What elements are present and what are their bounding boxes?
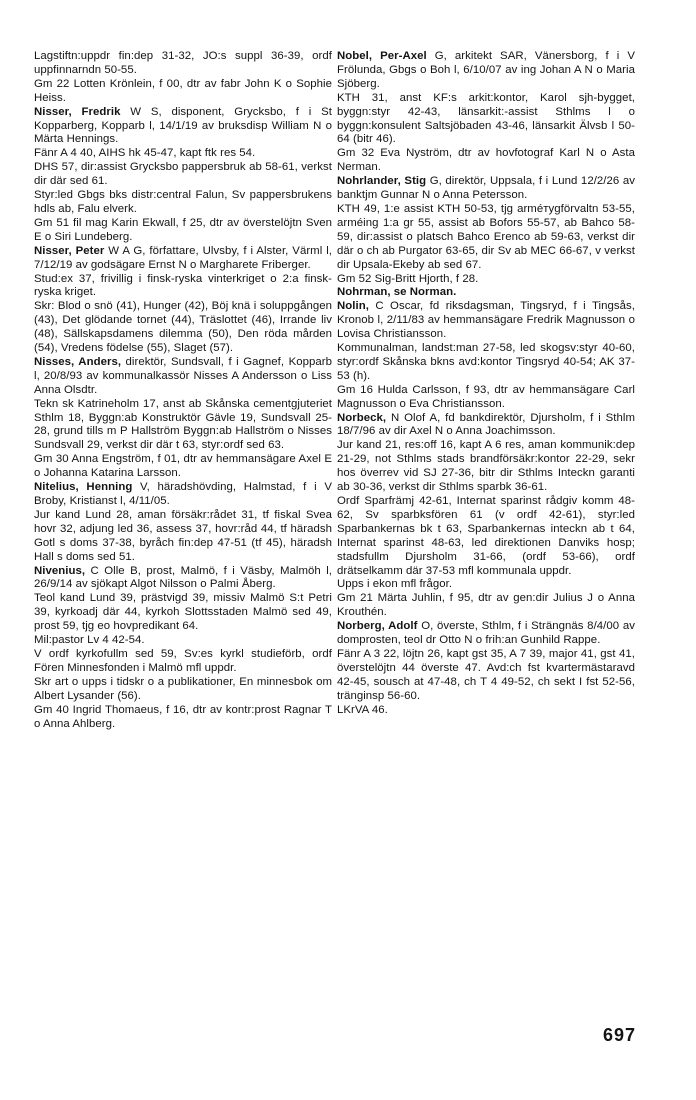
entry-continuation [34, 78, 332, 106]
entry-text: Jur kand Lund 28, aman försäkr:rådet 31, tf fiskal Svea hovr 32, adjung led 36, assess 37, hovr:råd 44, tf häradsh Gotl s doms 37-38, byråch fin:dep 47-51 (tf 45), häradsh Hall s doms sed 51. [34, 508, 332, 563]
entry-paragraph [34, 245, 332, 273]
entry-continuation [34, 592, 332, 634]
entry-continuation [337, 92, 635, 148]
entry-continuation [34, 704, 332, 732]
entry-name: Nobel, Per-Axel [337, 50, 427, 62]
entry-continuation [337, 147, 635, 175]
entry-continuation [337, 203, 635, 273]
entry-continuation [34, 189, 332, 217]
entry-text: W A G, författare, Ulvsby, f i Alster, Värml l, 7/12/19 av godsägare Ernst N o Margharete Friberger. [34, 244, 333, 271]
entry-text: V, häradshövding, Halmstad, f i V Broby, Kristianst l, 4/11/05. [34, 481, 332, 507]
entry-text: KTH 31, anst KF:s arkit:kontor, Karol sjh-bygget, byggn:styr 42-43, länsarkit:-assist Sthlms l o byggn:konsulent Saltsjöbaden 43-46, länsarkit Älvsb l 50-64 (bitr 46). [337, 91, 635, 146]
entry-text: Fänr A 3 22, löjtn 26, kapt gst 35, A 7 39, major 41, gst 41, överstelöjtn 44 överste 47. Avd:ch fst kvartermästaravd 42-45, sousch at 47-48, ch T 4 49-52, ch sekt I fst 52-56, tränginsp 56-60. [337, 647, 635, 702]
entry-text: Jur kand 21, res:off 16, kapt A 6 res, aman kommunik:dep 21-29, not Sthlms stads brandförsäkr:kontor 22-29, sekr hos överrev vid SJ 27-36, bitr dir Sthlms Inteckn garanti ab 30-36, verkst dir Sthlms sparbk 36-61. [337, 439, 635, 494]
entry-continuation [34, 398, 332, 454]
entry-paragraph [337, 620, 635, 648]
entry-text: Upps i ekon mfl frågor. [337, 578, 453, 591]
entry-text: Gm 52 Sig-Britt Hjorth, f 28. [337, 272, 479, 285]
entry-text: Kommunalman, landst:man 27-58, led skogsv:styr 40-60, styr:ordf Skånska bkns avd:kontor Tingsryd 40-54; AK 37-53 (h). [337, 342, 635, 382]
entry-text: Gm 16 Hulda Carlsson, f 93, dtr av hemmansägare Carl Magnusson o Eva Christiansson. [337, 383, 635, 410]
entry-text: O, överste, Sthlm, f i Strängnäs 8/4/00 av domprosten, teol dr Otto N o frih:an Gunhild Rappe. [337, 620, 635, 647]
entry-continuation [337, 592, 635, 620]
entry-text: DHS 57, dir:assist Grycksbo pappersbruk ab 58-61, verkst dir där sed 61. [34, 161, 332, 188]
entry-text: Gm 32 Eva Nyström, dtr av hovfotograf Karl N o Asta Nerman. [337, 147, 635, 174]
entry-continuation [337, 342, 635, 384]
entry-text: Skr: Blod o snö (41), Hunger (42), Böj knä i soluppgången (43), Det glödande tornet (44), Träslottet (46), Irrande liv (48), Sällskapsdamens dilemma (50), Den röda mården (54), Vredens födelse (55), Slaget (57). [34, 300, 332, 355]
entry-continuation [34, 648, 332, 676]
entry-paragraph [34, 481, 332, 509]
right-column [337, 50, 635, 718]
entry-name: Norbeck, [337, 411, 387, 424]
entry-text: N Olof A, fd bankdirektör, Djursholm, f i Sthlm 18/7/96 av dir Axel N o Anna Joachimsson. [337, 411, 635, 438]
entry-paragraph [337, 286, 635, 300]
entry-continuation [34, 676, 332, 704]
entry-paragraph [337, 412, 635, 440]
entry-continuation [34, 50, 332, 78]
entry-text: direktör, Sundsvall, f i Gagnef, Kopparb l, 20/8/93 av kommunalkassör Nisses A Andersson o Liss Anna Olsdtr. [34, 355, 333, 396]
entry-name: Nisses, Anders, [34, 355, 122, 368]
entry-name: Nohrlander, Stig [337, 175, 427, 188]
entry-text: Gm 40 Ingrid Thomaeus, f 16, dtr av kontr:prost Ragnar T o Anna Ahlberg. [34, 703, 332, 730]
entry-text: KTH 49, 1:e assist KTH 50-53, tjg arméтygförvaltn 53-55, arméing 1:a gr 55, assist ab Bofors 55-57, ab Bahco 58-59, dir:assist o platsch Bahco Erenco ab 59-63, verkst dir där o ch ab Purgator 63-65, dir Sv ab MEC 66-67, v verkst dir Upsala-Ekeby ab sed 67. [337, 202, 635, 271]
entry-text: Lagstiftn:uppdr fin:dep 31-32, JO:s suppl 36-39, ordf uppfinnarndn 50-55. [34, 50, 332, 76]
entry-continuation [337, 273, 635, 287]
entry-paragraph [34, 565, 332, 593]
entry-name: Nivenius, [34, 564, 86, 577]
entry-continuation [34, 453, 332, 481]
entry-paragraph [34, 356, 332, 398]
entry-name: Norberg, Adolf [337, 620, 418, 633]
page-number: 697 [603, 1025, 637, 1045]
entry-name: Nitelius, Henning [34, 481, 133, 494]
entry-continuation [34, 147, 332, 161]
entry-continuation [337, 704, 635, 718]
entry-text: Tekn sk Katrineholm 17, anst ab Skånska cementgjuteriet Sthlm 18, Byggn:ab Konstruktör Gävle 19, Sundsvall 25-28, grund tills m P Hallström Byggn:ab Hallström o Nisses Sundsvall 29, verkst dir där t 63, styr:ordf sed 63. [34, 397, 332, 452]
entry-text: C Olle B, prost, Malmö, f i Väsby, Malmöh l, 26/9/14 av sjökapt Algot Nilsson o Palmi Åberg. [34, 564, 332, 591]
entry-paragraph [337, 300, 635, 342]
entry-name: Nisser, Peter [34, 244, 105, 257]
entry-continuation [34, 634, 332, 648]
entry-text: Teol kand Lund 39, prästvigd 39, missiv Malmö S:t Petri 39, kyrkoadj där 44, kyrkoh Slottsstaden Malmö sed 49, prost 59, tjg eo hovpredikant 64. [34, 592, 332, 633]
entry-text: Fänr A 4 40, AIHS hk 45-47, kapt ftk res 54. [34, 147, 256, 160]
entry-text: Styr:led Gbgs bks distr:central Falun, Sv pappersbrukens hdls ab, Falu elverk. [34, 189, 332, 215]
entry-text: W S, disponent, Grycksbo, f i St Kopparberg, Kopparb l, 14/1/19 av bruksdisp William N o Märta Hennings. [34, 105, 332, 146]
entry-name: Nohrman, se Norman. [337, 286, 457, 299]
entry-continuation [337, 578, 635, 592]
entry-text: G, arkitekt SAR, Vänersborg, f i V Frölunda, Gbgs o Boh l, 6/10/07 av ing Johan A N o Maria Sjöberg. [337, 50, 635, 90]
entry-text: C Oscar, fd riksdagsman, Tingsryd, f i Tingsås, Kronob l, 2/11/83 av hemmansägare Fredrik Magnusson o Lovisa Christiansson. [337, 300, 635, 341]
entry-text: V ordf kyrkofullm sed 59, Sv:es kyrkl studieförb, ordf Fören Minnesfonden i Malmö mfl uppdr. [34, 647, 332, 674]
entry-text: Gm 22 Lotten Krönlein, f 00, dtr av fabr John K o Sophie Heiss. [34, 77, 332, 104]
entry-continuation [337, 384, 635, 412]
left-column [34, 50, 332, 731]
entry-paragraph [34, 106, 332, 148]
entry-text: Stud:ex 37, frivillig i finsk-ryska vinterkriget o 2:a finsk-ryska kriget. [34, 272, 332, 299]
entry-continuation [34, 300, 332, 356]
entry-name: Nolin, [337, 300, 369, 313]
entry-continuation [337, 439, 635, 495]
entry-name: Nisser, Fredrik [34, 105, 121, 118]
entry-paragraph [337, 175, 635, 203]
entry-text: LKrVA 46. [337, 703, 388, 716]
entry-continuation [34, 161, 332, 189]
entry-text: Ordf Sparfrämj 42-61, Internat sparinst rådgiv komm 48-62, Sv sparbksfören 61 (v ordf 42-61), styr:led Sparbankernas bk t 63, Sparbankernas inteckn ab t 64, Internat sparinst 48-63, led direktionen Danviks hosp; stadsfullm Djursholm 31-66, (ordf 53-66), ordf drätselkamm där 37-53 mfl kommunala uppdr. [337, 495, 635, 577]
entry-continuation [337, 648, 635, 704]
entry-continuation [34, 273, 332, 301]
entry-text: Gm 51 fil mag Karin Ekwall, f 25, dtr av överstelöjtn Sven E o Siri Lundeberg. [34, 216, 332, 243]
entry-text: Skr art o upps i tidskr o a publikationer, En minnesbok om Albert Lysander (56). [34, 675, 332, 702]
entry-text: Gm 21 Märta Juhlin, f 95, dtr av gen:dir Julius J o Anna Krouthén. [337, 592, 635, 619]
entry-continuation [337, 495, 635, 578]
entry-paragraph [337, 50, 635, 92]
entry-text: Mil:pastor Lv 4 42-54. [34, 634, 145, 647]
entry-continuation [34, 217, 332, 245]
entry-continuation [34, 509, 332, 565]
entry-text: Gm 30 Anna Engström, f 01, dtr av hemmansägare Axel E o Johanna Katarina Larsson. [34, 453, 332, 480]
entry-text: G, direktör, Uppsala, f i Lund 12/2/26 av banktjm Gunnar N o Anna Petersson. [337, 175, 635, 202]
